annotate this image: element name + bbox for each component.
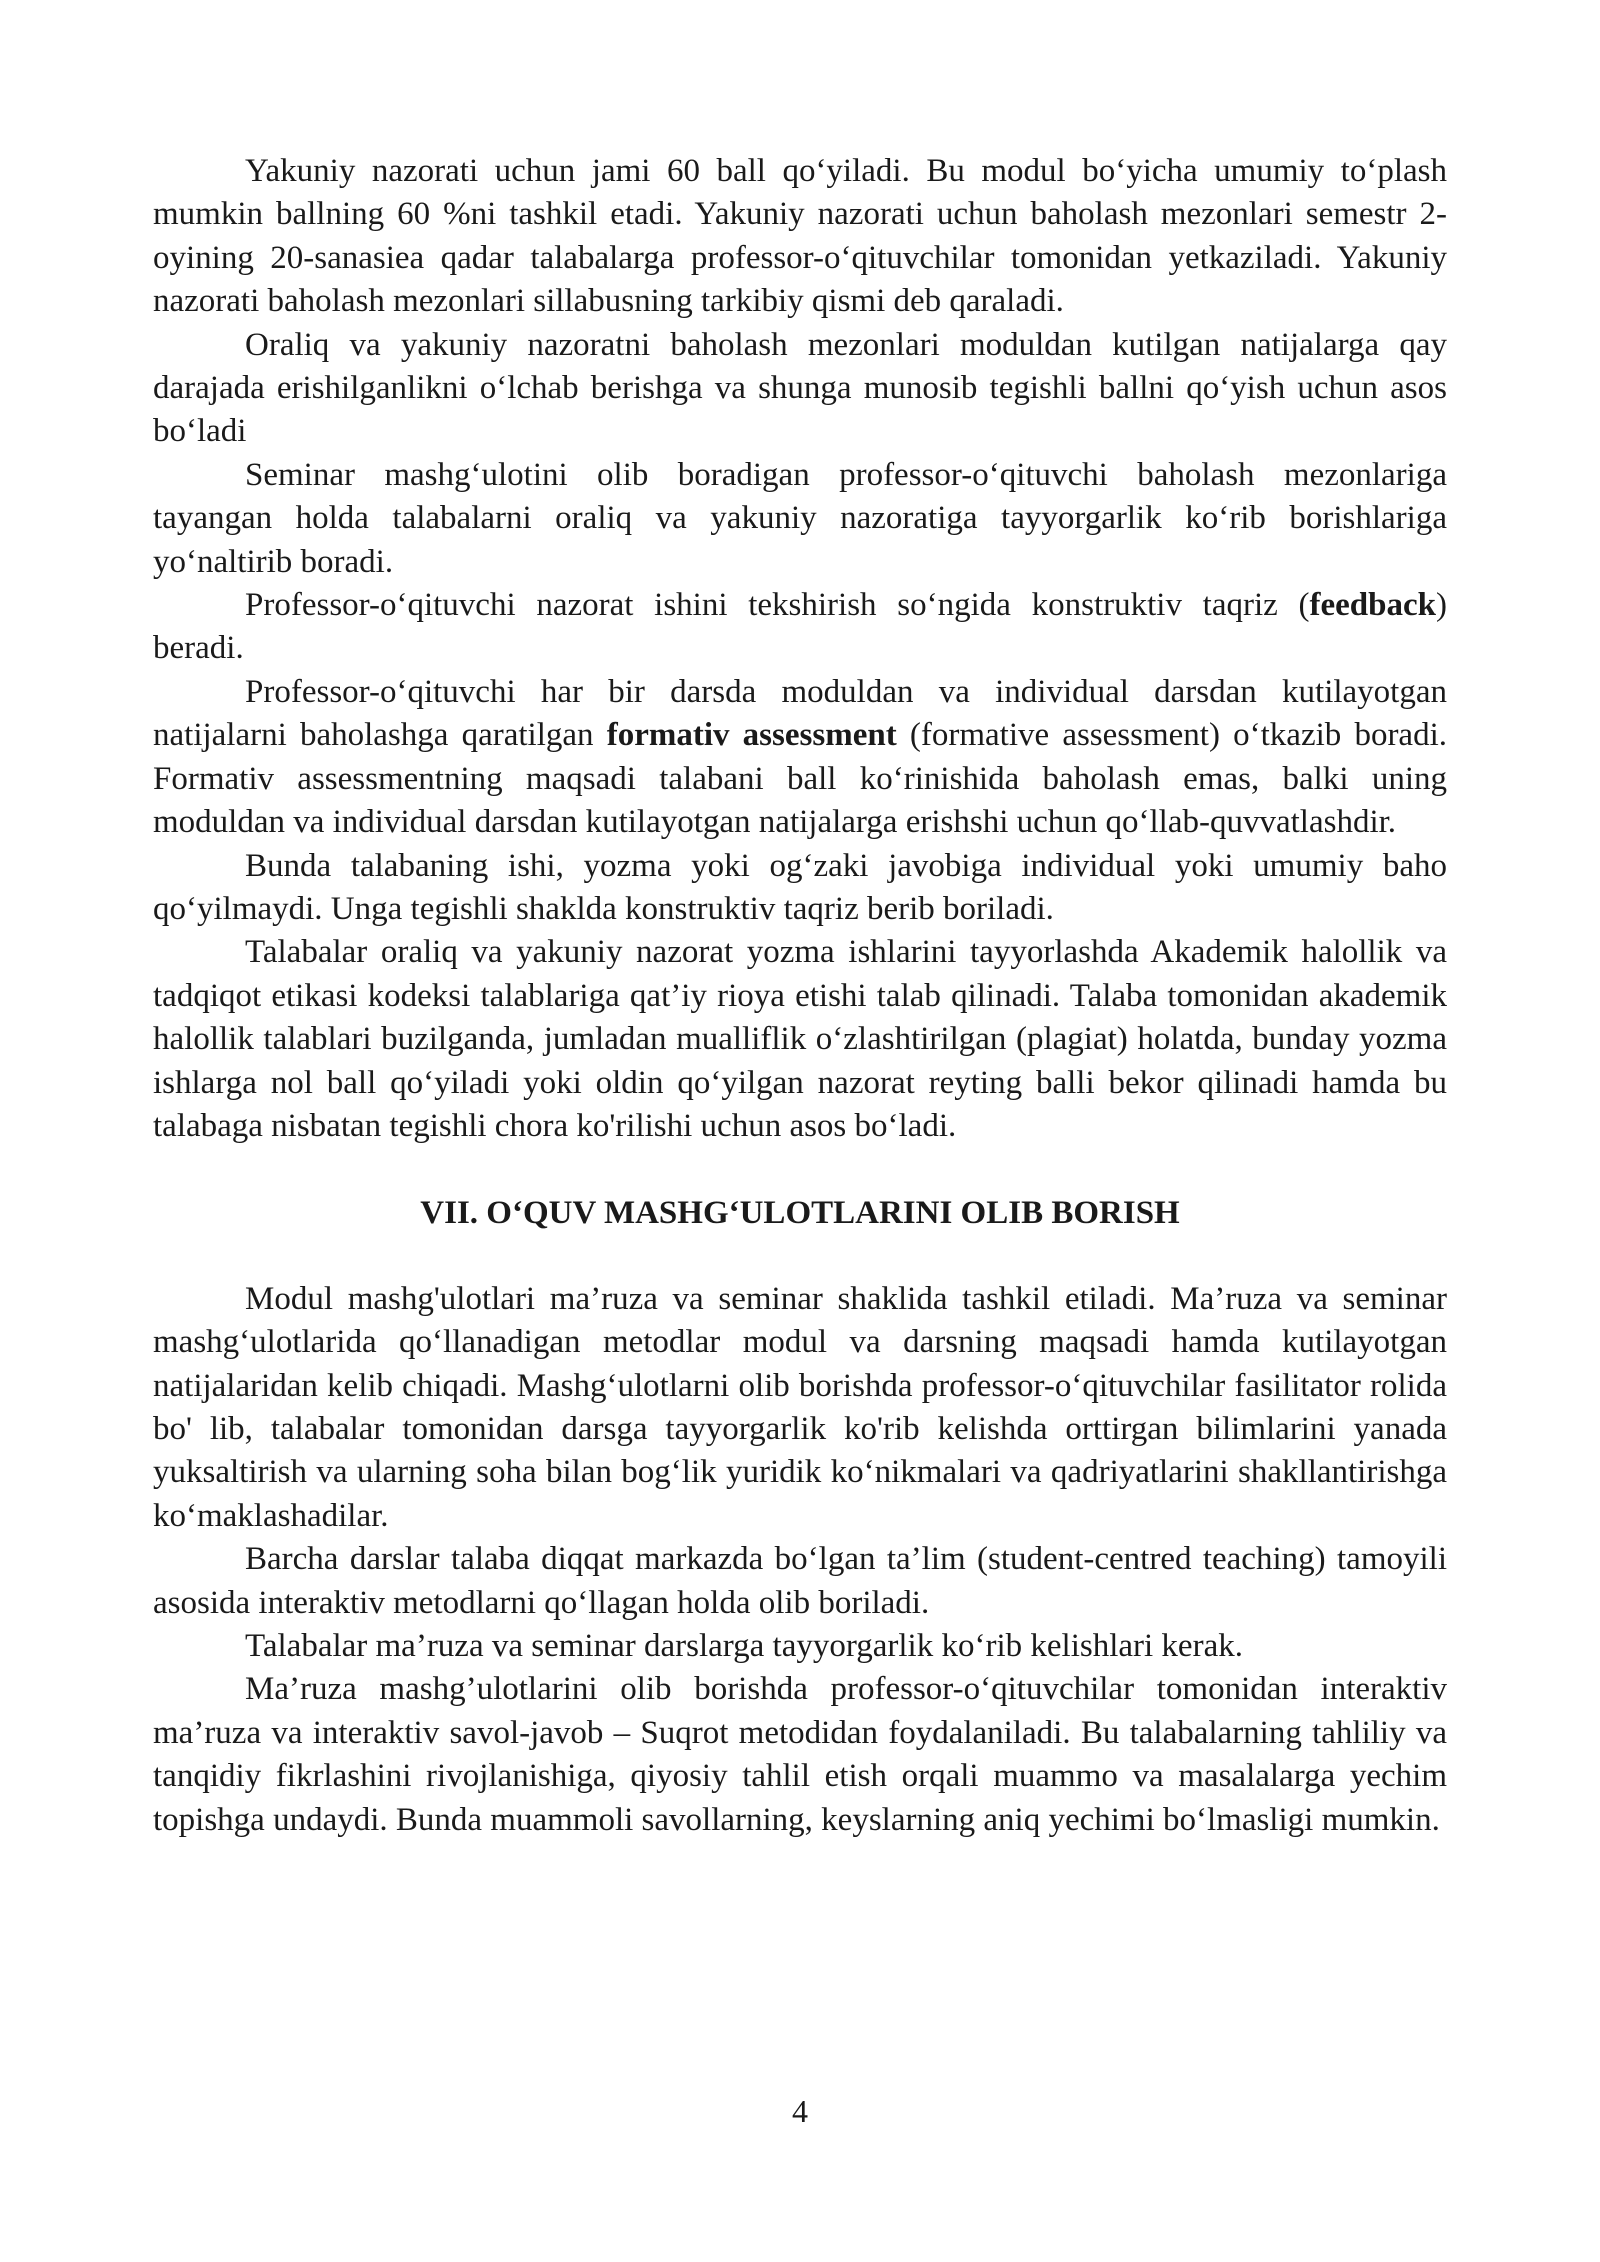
text-run: ) beradi. xyxy=(153,587,1447,667)
paragraph-p4 xyxy=(153,584,1447,671)
text-run: Barcha darslar talaba diqqat markazda bo‘lgan ta’lim (student-centred teaching) tamoyili asosida interaktiv metodlarni qo‘llagan holda olib boriladi. xyxy=(153,1541,1447,1621)
section-heading: VII. O‘QUV MASHG‘ULOTLARINI OLIB BORISH xyxy=(420,1195,1180,1232)
text-run: Modul mashg'ulotlari ma’ruza va seminar shaklida tashkil etiladi. Ma’ruza va seminar mashg‘ulotlarida qo‘llanadigan metodlar modul va darsning maqsadi hamda kutilayotgan natijalaridan kelib chiqadi. Mashg‘ulotlarni olib borishda professor-o‘qituvchilar fasilitator rolida bo' lib, talabalar tomonidan darsga tayyorgarlik ko'rib kelishda orttirgan bilimlarini yanada yuksaltirish va ularning soha bilan bog‘lik yuridik ko‘nikmalari va qadriyatlarini shakllantirishga ko‘maklashadilar. xyxy=(153,1280,1447,1534)
document-page xyxy=(153,150,1447,1842)
bold-term: feedback xyxy=(1309,587,1436,624)
paragraph-p8 xyxy=(153,1278,1447,1538)
text-run: Bunda talabaning ishi, yozma yoki og‘zaki javobiga individual yoki umumiy baho qo‘yilmaydi. Unga tegishli shaklda konstruktiv taqriz berib boriladi. xyxy=(153,847,1447,927)
page-number: 4 xyxy=(792,2093,808,2129)
text-run: Talabalar oraliq va yakuniy nazorat yozma ishlarini tayyorlashda Akademik halollik va tadqiqot etikasi kodeksi talablariga qat’iy rioya etishi talab qilinadi. Talaba tomonidan akademik halollik talablari buzilganda, jumladan mualliflik o‘zlashtirilgan (plagiat) holatda, bunday yozma ishlarga nol ball qo‘yiladi yoki oldin qo‘yilgan nazorat reyting balli bekor qilinadi hamda bu talabaga nisbatan tegishli chora ko'rilishi uchun asos bo‘ladi. xyxy=(153,934,1447,1144)
paragraph-p2 xyxy=(153,324,1447,454)
paragraphs-top xyxy=(153,150,1447,1148)
paragraph-p6 xyxy=(153,845,1447,932)
paragraph-p3 xyxy=(153,454,1447,584)
paragraph-p5 xyxy=(153,671,1447,845)
text-run: Yakuniy nazorati uchun jami 60 ball qo‘yiladi. Bu modul bo‘yicha umumiy to‘plash mumkin ballning 60 %ni tashkil etadi. Yakuniy nazorati uchun baholash mezonlari semestr 2-oyining 20-sanasiea qadar talabalarga professor-o‘qituvchilar tomonidan yetkaziladi. Yakuniy nazorati baholash mezonlari sillabusning tarkibiy qismi deb qaraladi. xyxy=(153,153,1447,320)
text-run: Talabalar ma’ruza va seminar darslarga tayyorgarlik ko‘rib kelishlari kerak. xyxy=(245,1628,1243,1664)
text-run: Professor-o‘qituvchi har bir darsda moduldan va individual darsdan kutilayotgan natijalarni baholashga qaratilgan xyxy=(153,673,1447,754)
bold-term: formativ assessment xyxy=(606,717,897,754)
text-run: Ma’ruza mashg’ulotlarini olib borishda professor-o‘qituvchilar tomonidan interaktiv ma’ruza va interaktiv savol-javob – Suqrot metodidan foydalaniladi. Bu talabalarning tahliliy va tanqidiy fikrlashini rivojlanishiga, qiyosiy tahlil etish orqali muammo va masalalarga yechim topishga undaydi. Bunda muammoli savollarning, keyslarning aniq yechimi bo‘lmasligi mumkin. xyxy=(153,1671,1447,1838)
text-run: Seminar mashg‘ulotini olib boradigan professor-o‘qituvchi baholash mezonlariga tayangan holda talabalarni oraliq va yakuniy nazoratiga tayyorgarlik ko‘rib borishlariga yo‘naltirib boradi. xyxy=(153,456,1447,580)
text-run: Oraliq va yakuniy nazoratni baholash mezonlari moduldan kutilgan natijalarga qay darajada erishilganlikni o‘lchab berishga va shunga munosib tegishli ballni qo‘yish uchun asos bo‘ladi xyxy=(153,326,1447,450)
paragraph-p9 xyxy=(153,1538,1447,1625)
text-run: (formative assessment) o‘tkazib boradi. Formativ assessmentning maqsadi talabani ball ko‘rinishida baholash emas, balki uning moduldan va individual darsdan kutilayotgan natijalarga erishshi uchun qo‘llab-quvvatlashdir. xyxy=(153,717,1447,841)
paragraph-p1 xyxy=(153,150,1447,324)
paragraph-p11 xyxy=(153,1668,1447,1842)
paragraphs-bottom xyxy=(153,1278,1447,1842)
paragraph-p10 xyxy=(153,1625,1447,1668)
paragraph-p7 xyxy=(153,931,1447,1148)
text-run: Professor-o‘qituvchi nazorat ishini tekshirish so‘ngida konstruktiv taqriz ( xyxy=(245,587,1310,624)
